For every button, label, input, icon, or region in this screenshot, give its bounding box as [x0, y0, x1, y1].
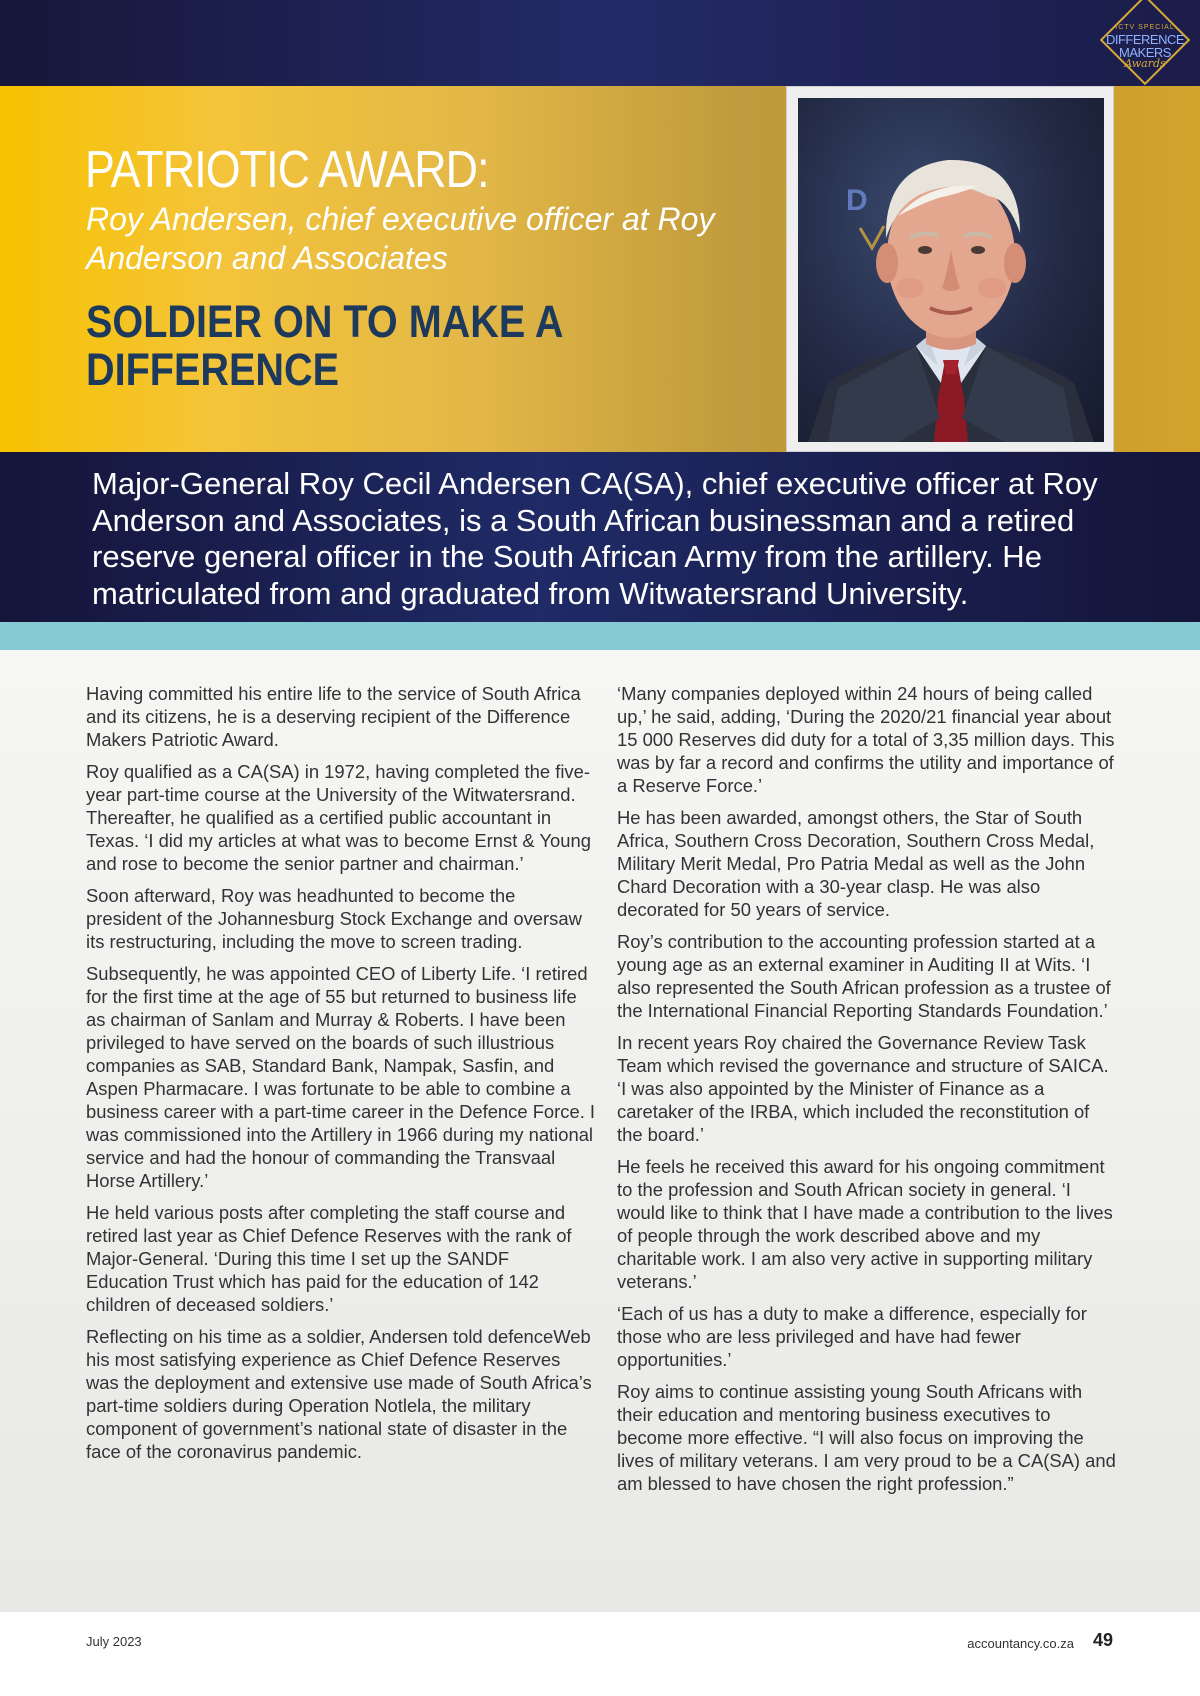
- teal-divider: [0, 622, 1200, 650]
- portrait-photo: [798, 98, 1104, 442]
- body-paragraph: He feels he received this award for his ongoing commitment to the profession and South African society in general. ‘I would like to think that I have made a contribution to the lives of people through the work described above and my charitable work. I am also very active in supporting military veterans.’: [617, 1156, 1113, 1292]
- award-subtitle-line2: Anderson and Associates: [86, 240, 448, 276]
- body-paragraph: In recent years Roy chaired the Governance Review Task Team which revised the governance and structure of SAICA. ‘I was also appointed by the Minister of Finance as a caretaker of the IRBA, which included the reconstitution of the board.’: [617, 1032, 1109, 1145]
- page-number: 49: [1093, 1630, 1114, 1650]
- body-paragraph: Soon afterward, Roy was headhunted to become the president of the Johannesburg Stock Exchange and oversaw its restructuring, including the move to screen trading.: [86, 885, 582, 952]
- portrait-illustration: [798, 98, 1104, 442]
- body-paragraph: Having committed his entire life to the service of South Africa and its citizens, he is a deserving recipient of the Difference Makers Patriotic Award.: [86, 683, 581, 750]
- body-paragraph: He has been awarded, amongst others, the Star of South Africa, Southern Cross Decoration, Southern Cross Medal, Military Merit Medal, Pro Patria Medal as well as the John Chard Decoration with a 30-year clasp. He was also decorated for 50 years of service.: [617, 807, 1095, 920]
- footer-date: July 2023: [86, 1634, 142, 1649]
- logo-text-line1: DIFFERENCE: [1105, 32, 1185, 47]
- headline-line1: SOLDIER ON TO MAKE A: [86, 296, 564, 347]
- intro-line: Anderson and Associates, is a South African businessman and a retired: [92, 502, 1075, 538]
- body-paragraph: He held various posts after completing the staff course and retired last year as Chief Defence Reserves with the rank of Major-General. ‘During this time I set up the SANDF Education Trust which has paid for the education of 142 children of deceased soldiers.’: [86, 1202, 572, 1315]
- headline-line2: DIFFERENCE: [86, 344, 340, 395]
- article-column-right: [617, 682, 1117, 1504]
- body-paragraph: Subsequently, he was appointed CEO of Liberty Life. ‘I retired for the first time at the age of 55 but returned to business life as chairman of Sanlam and Murray & Roberts. I have been privileged to have served on the boards of such illustrious companies as SAB, Standard Bank, Nampak, Sasfin, and Aspen Pharmacare. I was fortunate to be able to combine a business career with a part-time career in the Defence Force. I was commissioned into the Artillery in 1966 during my national service and had the honour of commanding the Transvaal Horse Artillery.’: [86, 963, 596, 1191]
- logo-text-line2: MAKERS: [1119, 45, 1171, 60]
- difference-makers-logo: [1100, 4, 1190, 84]
- portrait-frame: [786, 86, 1114, 452]
- body-paragraph: Roy’s contribution to the accounting profession started at a young age as an external examiner in Auditing II at Wits. ‘I also represented the South African profession as a trustee of the International Financial Reporting Standards Foundation.’: [617, 931, 1111, 1021]
- intro-line: reserve general officer in the South African Army from the artillery. He: [92, 539, 1042, 574]
- article-headline: [86, 298, 614, 394]
- footer-website: accountancy.co.za: [967, 1636, 1074, 1651]
- svg-text:D: D: [846, 184, 868, 217]
- top-banner: [0, 0, 1200, 86]
- logo-script-text: Awards: [1124, 57, 1166, 70]
- award-subtitle: [86, 200, 786, 278]
- logo-small-text: ICTV SPECIAL: [1115, 24, 1175, 31]
- intro-line: matriculated from and graduated from Witwatersrand University.: [92, 575, 969, 611]
- article-column-left: [86, 682, 596, 1472]
- body-paragraph: Roy qualified as a CA(SA) in 1972, having completed the five-year part-time course at the University of the Witwatersrand. Thereafter, he qualified as a certified public accountant in Texas. ‘I did my articles at what was to become Ernst & Young and rose to become the senior partner and chairman.’: [86, 761, 591, 874]
- body-paragraph: Reflecting on his time as a soldier, Andersen told defenceWeb his most satisfying experience as Chief Defence Reserves was the deployment and extensive use made of South Africa’s part-time soldiers during Operation Notlela, the military component of government’s national state of disaster in the face of the coronavirus pandemic.: [86, 1326, 592, 1462]
- intro-line: Major-General Roy Cecil Andersen CA(SA), chief executive officer at Roy: [92, 466, 1098, 501]
- award-subtitle-line1: Roy Andersen, chief executive officer at Roy: [86, 201, 715, 237]
- body-paragraph: ‘Each of us has a duty to make a difference, especially for those who are less privileged and have had fewer opportunities.’: [617, 1303, 1087, 1370]
- award-title: PATRIOTIC AWARD:: [85, 141, 489, 199]
- intro-paragraph: [92, 466, 1152, 612]
- body-paragraph: Roy aims to continue assisting young South Africans with their education and mentoring business executives to become more effective. “I will also focus on improving the lives of military veterans. I am very proud to be a CA(SA) and am blessed to have chosen the right profession.”: [617, 1381, 1116, 1494]
- body-paragraph: ‘Many companies deployed within 24 hours of being called up,’ he said, adding, ‘During the 2020/21 financial year about 15 000 Reserves did duty for a total of 3,35 million days. This was by far a record and confirms the utility and importance of a Reserve Force.’: [617, 683, 1115, 796]
